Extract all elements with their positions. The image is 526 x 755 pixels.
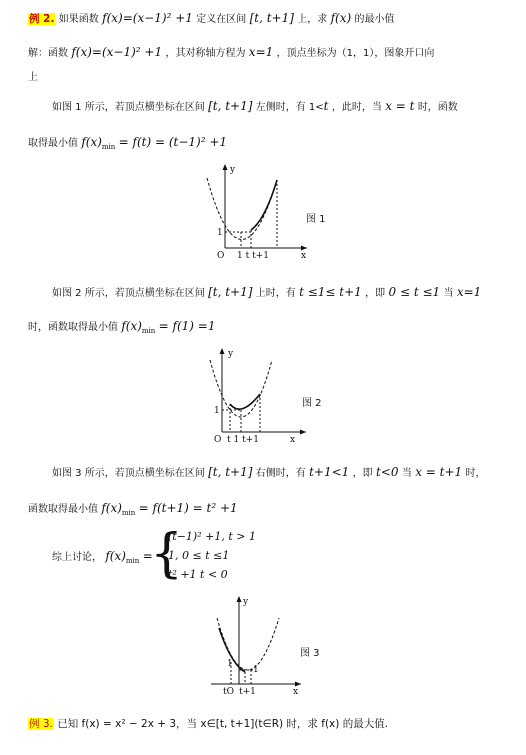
summary-eq: = <box>142 549 153 563</box>
case1-text: 时，函数 <box>417 102 458 113</box>
one-label-right: 1 <box>253 665 259 675</box>
ex2-label: 例 2. <box>29 13 55 25</box>
case2-inequality: t ≤1≤ t+1 <box>299 285 362 299</box>
solution-function: f(x)=(x−1)² +1 <box>71 45 163 59</box>
ex2-interval: [t, t+1] <box>249 11 294 25</box>
case2-min-line <box>28 318 215 339</box>
ex2-text: 定义在区间 <box>196 14 247 25</box>
case1-line <box>52 98 458 116</box>
piece-2: 1, 0 ≤ t ≤1 <box>168 549 230 562</box>
ex2-fx: f(x) <box>330 11 352 25</box>
case1-text: 如图 1 所示，若顶点横坐标在区间 <box>52 102 205 113</box>
one-label: 1 <box>217 228 223 238</box>
solution-line-2: 上 <box>28 72 38 83</box>
case2-inequality-2: 0 ≤ t ≤1 <box>388 285 441 299</box>
case3-text: 时， <box>465 468 486 479</box>
min-subscript: min <box>141 327 156 335</box>
x-label: x <box>290 435 296 445</box>
case3-min-line <box>28 500 238 521</box>
x-axis-arrow <box>301 246 307 251</box>
origin-label: O <box>214 435 222 445</box>
y-label: y <box>243 597 249 607</box>
solution-text: ，其对称轴方程为 <box>165 48 246 59</box>
case2-value: = f(1) =1 <box>158 319 216 333</box>
parabola-solid <box>251 180 277 230</box>
ex3-text: 已知 f(x) = x² − 2x + 3，当 x∈[t, t+1](t∈R) 时，求 f(x) 的最大值. <box>57 718 389 730</box>
case1-value: = f(t) = (t−1)² +1 <box>118 135 228 149</box>
case3-inequality: t+1<1 <box>309 465 350 479</box>
figure-1-caption: 图 1 <box>306 214 326 225</box>
solution-text: ，顶点坐标为（1，1），图象开口向 <box>276 48 435 59</box>
case2-text: 时，函数取得最小值 <box>28 322 118 333</box>
y-axis-arrow <box>237 596 242 602</box>
case1-text: 左侧时，有 1< <box>255 102 324 113</box>
case3-text: 函数取得最小值 <box>28 504 98 515</box>
y-axis-arrow <box>223 164 228 170</box>
tick-labels: 1 t t+1 <box>237 251 269 261</box>
case3-t0: t<0 <box>375 465 399 479</box>
case1-xt: x = t <box>385 99 415 113</box>
case3-text: ，即 <box>352 468 373 479</box>
case3-min: f(x) <box>101 501 122 515</box>
y-label: y <box>228 349 234 359</box>
figure-1 <box>195 160 315 260</box>
ex3-label: 例 3. <box>29 718 53 730</box>
case1-min: f(x) <box>81 135 102 149</box>
figure-2-caption: 图 2 <box>302 398 322 409</box>
piece-3: t² +1 t < 0 <box>168 568 228 581</box>
summary-text: 综上讨论， <box>52 552 102 563</box>
case2-x1: x=1 <box>456 285 482 299</box>
origin-label: O <box>217 251 225 261</box>
solution-line <box>28 44 434 62</box>
case3-text: 如图 3 所示，若顶点横坐标在区间 <box>52 468 205 479</box>
one-label-left: 1 <box>227 659 233 669</box>
min-subscript: min <box>125 557 140 565</box>
case1-interval: [t, t+1] <box>208 99 253 113</box>
parabola-solid <box>230 394 260 409</box>
case3-line <box>52 464 486 482</box>
y-axis-arrow <box>220 348 225 354</box>
case2-text: 上时，有 <box>255 288 296 299</box>
case2-text: 当 <box>443 288 454 299</box>
t1-label: t+1 <box>239 687 256 697</box>
x-label: x <box>301 251 307 261</box>
one-label: 1 <box>214 406 220 416</box>
case1-min-line <box>28 134 227 155</box>
solution-text: 解：函数 <box>28 48 68 59</box>
summary-line <box>52 548 153 569</box>
ex3-question <box>28 716 388 732</box>
x-axis-arrow <box>300 430 306 435</box>
case2-interval: [t, t+1] <box>208 285 253 299</box>
tick-labels: t 1 t+1 <box>227 435 259 445</box>
ex2-function: f(x)=(x−1)² +1 <box>102 11 193 25</box>
min-subscript: min <box>101 143 116 151</box>
ex2-question <box>28 10 395 28</box>
case3-text: 右侧时，有 <box>255 468 306 479</box>
min-subscript: min <box>121 509 136 517</box>
case2-line <box>52 284 481 302</box>
ex2-text: 的最小值 <box>354 14 395 25</box>
figure-2 <box>200 344 310 444</box>
case2-min: f(x) <box>121 319 142 333</box>
ex2-text: 如果函数 <box>58 14 99 25</box>
case3-value: = f(t+1) = t² +1 <box>138 501 238 515</box>
axis-equation: x=1 <box>248 45 274 59</box>
x-axis-arrow <box>295 682 301 687</box>
case3-interval: [t, t+1] <box>208 465 253 479</box>
summary-f: f(x) <box>105 549 126 563</box>
piecewise-brace: { <box>150 524 184 584</box>
case1-text: ，此时，当 <box>331 102 382 113</box>
case2-text: ，即 <box>365 288 386 299</box>
case3-text: 当 <box>401 468 412 479</box>
ex2-text: 上，求 <box>297 14 328 25</box>
x-label: x <box>293 687 299 697</box>
case1-text: 取得最小值 <box>28 138 78 149</box>
figure-3-caption: 图 3 <box>300 648 320 659</box>
figure-3 <box>205 592 305 696</box>
piece-1: (t−1)² +1, t > 1 <box>168 530 256 543</box>
t-origin-label: tO <box>223 687 234 697</box>
case1-t: t <box>323 99 329 113</box>
case3-x: x = t+1 <box>415 465 463 479</box>
case2-text: 如图 2 所示，若顶点横坐标在区间 <box>52 288 205 299</box>
y-label: y <box>230 165 236 175</box>
